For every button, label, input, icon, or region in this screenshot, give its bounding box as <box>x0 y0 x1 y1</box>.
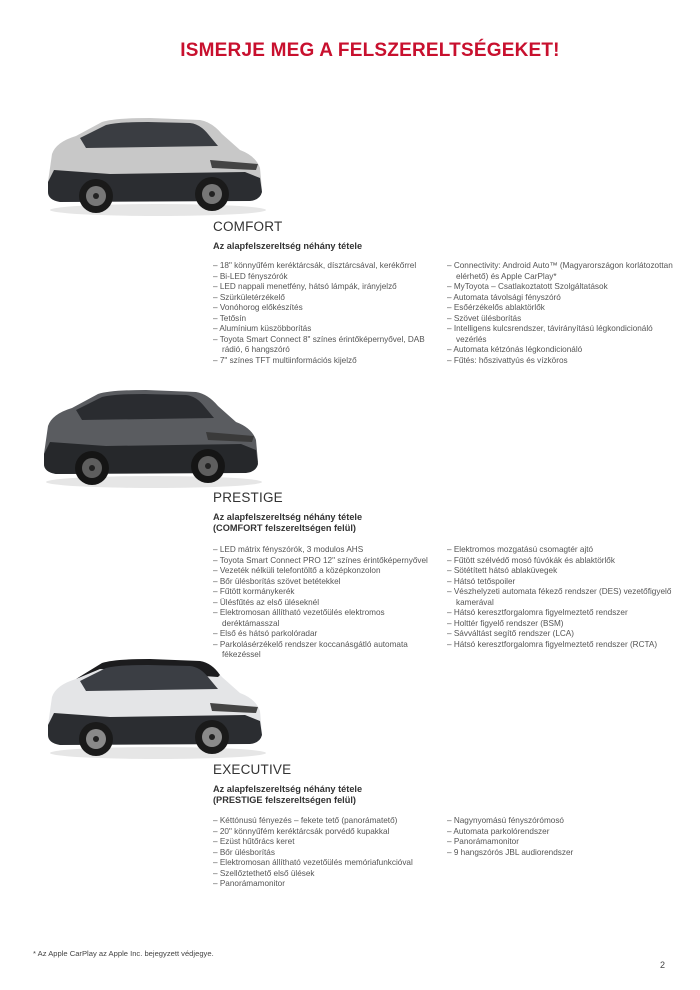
list-item: – Panorámamonitor <box>447 837 677 848</box>
list-item: – LED mátrix fényszórók, 3 modulos AHS <box>213 545 441 556</box>
list-item: – Automata parkolórendszer <box>447 827 677 838</box>
car-image-prestige <box>36 384 266 494</box>
prestige-features-right <box>447 545 677 650</box>
list-item: – Ezüst hűtőrács keret <box>213 837 441 848</box>
list-item: – Esőérzékelős ablaktörlők <box>447 303 677 314</box>
list-item: – Első és hátsó parkolóradar <box>213 629 441 640</box>
trim-subtitle-prestige: Az alapfelszereltség néhány tétele <box>213 512 363 522</box>
list-item: – Fűtött kormánykerék <box>213 587 441 598</box>
trim-subtitle2-prestige: (COMFORT felszereltségen felül) <box>213 523 356 533</box>
list-item: – Kéttónusú fényezés – fekete tető (panorámatető) <box>213 816 441 827</box>
list-item: – Vészhelyzeti automata fékező rendszer (DES) vezetőfigyelő kamerával <box>447 587 677 608</box>
trim-subtitle-executive: Az alapfelszereltség néhány tétele <box>213 784 363 794</box>
list-item: – Fűtött szélvédő mosó fúvókák és ablaktörlők <box>447 556 677 567</box>
list-item: – Intelligens kulcsrendszer, távirányítású légkondicionáló vezérlés <box>447 324 677 345</box>
trim-name-prestige: PRESTIGE <box>213 490 283 505</box>
list-item: – Hátsó keresztforgalomra figyelmeztető rendszer (RCTA) <box>447 640 677 651</box>
list-item: – Alumínium küszöbborítás <box>213 324 441 335</box>
car-image-executive <box>40 655 270 765</box>
list-item: – Sötétített hátsó ablaküvegek <box>447 566 677 577</box>
list-item: – Toyota Smart Connect 8" színes érintőképernyővel, DAB rádió, 6 hangszóró <box>213 335 441 356</box>
executive-features-right <box>447 816 677 858</box>
list-item: – Ülésfűtés az első üléseknél <box>213 598 441 609</box>
list-item: – Fűtés: hőszivattyús és vízköros <box>447 356 677 367</box>
list-item: – Holttér figyelő rendszer (BSM) <box>447 619 677 630</box>
list-item: – Elektromosan állítható vezetőülés memóriafunkcióval <box>213 858 441 869</box>
list-item: – 20" könnyűfém keréktárcsák porvédő kupakkal <box>213 827 441 838</box>
trim-subtitle-comfort: Az alapfelszereltség néhány tétele <box>213 241 363 251</box>
page-number: 2 <box>659 960 665 970</box>
list-item: – Szövet ülésborítás <box>447 314 677 325</box>
list-item: – 18" könnyűfém keréktárcsák, dísztárcsával, kerékőrrel <box>213 261 441 272</box>
list-item: – Elektromosan állítható vezetőülés elektromos deréktámasszal <box>213 608 441 629</box>
list-item: – Szellőztethető első ülések <box>213 869 441 880</box>
list-item: – Nagynyomású fényszórómosó <box>447 816 677 827</box>
prestige-features-left <box>213 545 441 661</box>
list-item: – Bi-LED fényszórók <box>213 272 441 283</box>
list-item: – Elektromos mozgatású csomagtér ajtó <box>447 545 677 556</box>
list-item: – 9 hangszórós JBL audiorendszer <box>447 848 677 859</box>
list-item: – Parkolásérzékelő rendszer koccanásgátló automata fékezéssel <box>213 640 441 661</box>
comfort-features-right <box>447 261 677 366</box>
list-item: – 7" színes TFT multiinformációs kijelző <box>213 356 441 367</box>
executive-features-left <box>213 816 441 890</box>
footnote: * Az Apple CarPlay az Apple Inc. bejegyzett védjegye. <box>33 949 214 958</box>
list-item: – Vonóhorog előkészítés <box>213 303 441 314</box>
list-item: – Toyota Smart Connect PRO 12" színes érintőképernyővel <box>213 556 441 567</box>
list-item: – Bőr ülésborítás <box>213 848 441 859</box>
list-item: – LED nappali menetfény, hátsó lámpák, irányjelző <box>213 282 441 293</box>
trim-name-executive: EXECUTIVE <box>213 762 292 777</box>
list-item: – Bőr ülésborítás szövet betétekkel <box>213 577 441 588</box>
list-item: – Hátsó keresztforgalomra figyelmeztető rendszer <box>447 608 677 619</box>
list-item: – Automata kétzónás légkondicionáló <box>447 345 677 356</box>
list-item: – Panorámamonitor <box>213 879 441 890</box>
page-title: ISMERJE MEG A FELSZERELTSÉGEKET! <box>180 40 560 61</box>
list-item: – Tetősín <box>213 314 441 325</box>
list-item: – MyToyota – Csatlakoztatott Szolgáltatások <box>447 282 677 293</box>
trim-name-comfort: COMFORT <box>213 219 283 234</box>
list-item: – Sávváltást segítő rendszer (LCA) <box>447 629 677 640</box>
comfort-features-left <box>213 261 441 366</box>
car-image-comfort <box>40 112 270 222</box>
list-item: – Automata távolsági fényszóró <box>447 293 677 304</box>
list-item: – Vezeték nélküli telefontöltő a középkonzolon <box>213 566 441 577</box>
list-item: – Szürkületérzékelő <box>213 293 441 304</box>
list-item: – Connectivity: Android Auto™ (Magyarországon korlátozottan elérhető) és Apple CarPlay* <box>447 261 677 282</box>
list-item: – Hátsó tetőspoiler <box>447 577 677 588</box>
trim-subtitle2-executive: (PRESTIGE felszereltségen felül) <box>213 795 356 805</box>
